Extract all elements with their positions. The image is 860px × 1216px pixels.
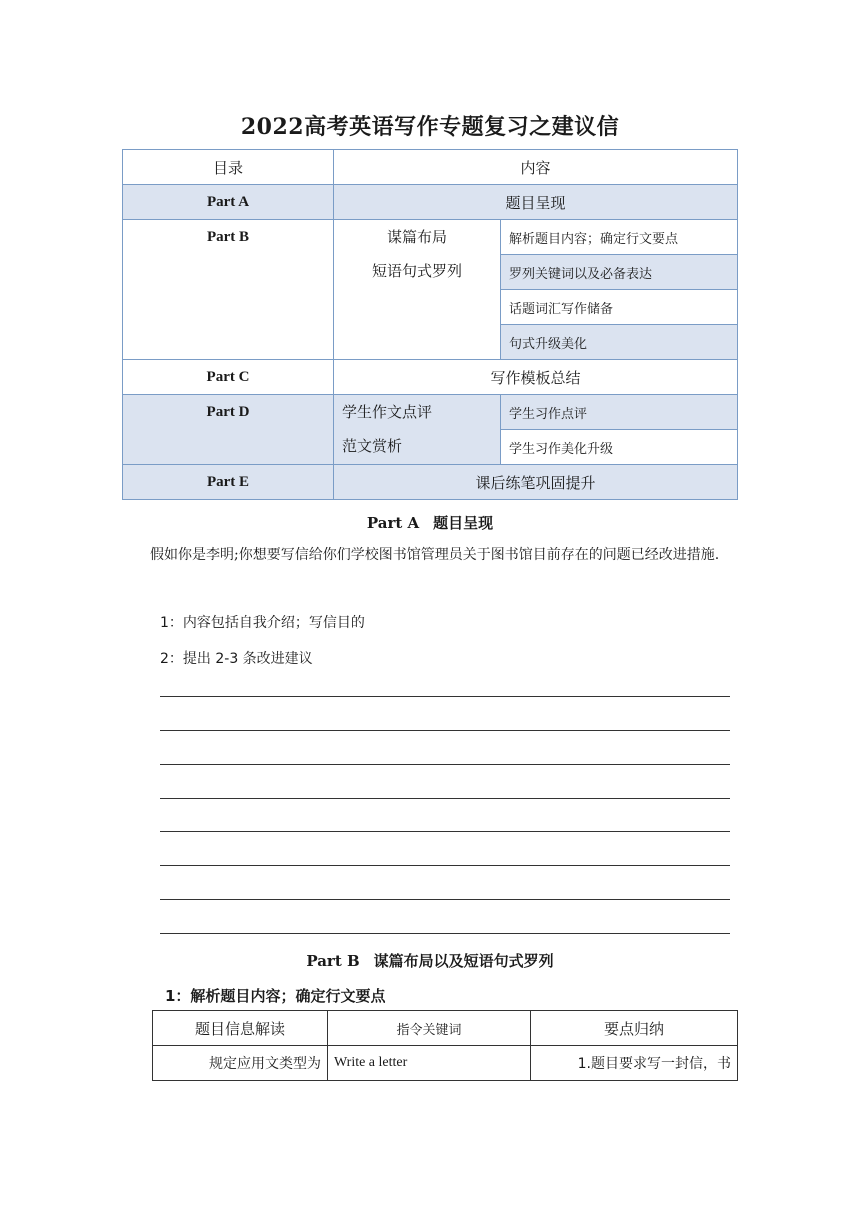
info-table bbox=[152, 1010, 738, 1081]
writing-line[interactable] bbox=[160, 831, 730, 832]
toc-part-c-label: Part C bbox=[123, 360, 334, 395]
toc-header-catalog: 目录 bbox=[123, 150, 334, 185]
toc-part-d-sub: 学生习作美化升级 bbox=[501, 430, 738, 465]
toc-part-b-sub: 句式升级美化 bbox=[501, 325, 738, 360]
writing-line[interactable] bbox=[160, 865, 730, 866]
section-b-heading: Part B 谋篇布局以及短语句式罗列 bbox=[306, 952, 554, 970]
page-title: 2022高考英语写作专题复习之建议信 bbox=[240, 114, 620, 140]
info-cell: 规定应用文类型为 bbox=[153, 1046, 328, 1081]
writing-line[interactable] bbox=[160, 933, 730, 934]
info-cell: Write a letter bbox=[328, 1046, 531, 1081]
toc-part-d-mid1: 学生作文点评 bbox=[342, 403, 433, 421]
writing-line[interactable] bbox=[160, 899, 730, 900]
section-a-heading: Part A 题目呈现 bbox=[366, 514, 494, 532]
toc-part-e-label: Part E bbox=[123, 465, 334, 500]
toc-part-b-sub: 解析题目内容；确定行文要点 bbox=[501, 220, 738, 255]
toc-part-b-sub: 话题词汇写作储备 bbox=[501, 290, 738, 325]
toc-part-d-sub: 学生习作点评 bbox=[501, 395, 738, 430]
section-b-subheading: 1：解析题目内容；确定行文要点 bbox=[165, 987, 386, 1005]
toc-part-b-mid1: 谋篇布局 bbox=[386, 228, 447, 246]
info-header-interpret: 题目信息解读 bbox=[153, 1011, 328, 1046]
toc-part-d-mid bbox=[334, 395, 501, 465]
toc-part-b-label: Part B bbox=[123, 220, 334, 360]
toc-part-d-mid2: 范文赏析 bbox=[342, 437, 403, 455]
toc-part-b-mid2: 短语句式罗列 bbox=[371, 262, 462, 280]
writing-line[interactable] bbox=[160, 764, 730, 765]
writing-line[interactable] bbox=[160, 696, 730, 697]
toc-part-a-content: 题目呈现 bbox=[334, 185, 738, 220]
info-header-points: 要点归纳 bbox=[531, 1011, 738, 1046]
toc-header-content: 内容 bbox=[334, 150, 738, 185]
toc-table bbox=[122, 149, 738, 500]
toc-part-a-label: Part A bbox=[123, 185, 334, 220]
writing-line[interactable] bbox=[160, 730, 730, 731]
section-a-prompt: 假如你是李明;你想要写信给你们学校图书馆管理员关于图书馆目前存在的问题已经改进措施. bbox=[150, 547, 720, 563]
toc-part-b-sub: 罗列关键词以及必备表达 bbox=[501, 255, 738, 290]
info-cell: 1.题目要求写一封信，书 bbox=[531, 1046, 738, 1081]
writing-line[interactable] bbox=[160, 798, 730, 799]
toc-part-e-content: 课后练笔巩固提升 bbox=[334, 465, 738, 500]
info-header-keywords: 指令关键词 bbox=[328, 1011, 531, 1046]
toc-part-d-label: Part D bbox=[123, 395, 334, 465]
requirement-2: 2：提出 2-3 条改进建议 bbox=[160, 651, 313, 667]
toc-part-c-content: 写作模板总结 bbox=[334, 360, 738, 395]
toc-part-b-mid bbox=[334, 220, 501, 360]
requirement-1: 1：内容包括自我介绍；写信目的 bbox=[160, 615, 365, 631]
